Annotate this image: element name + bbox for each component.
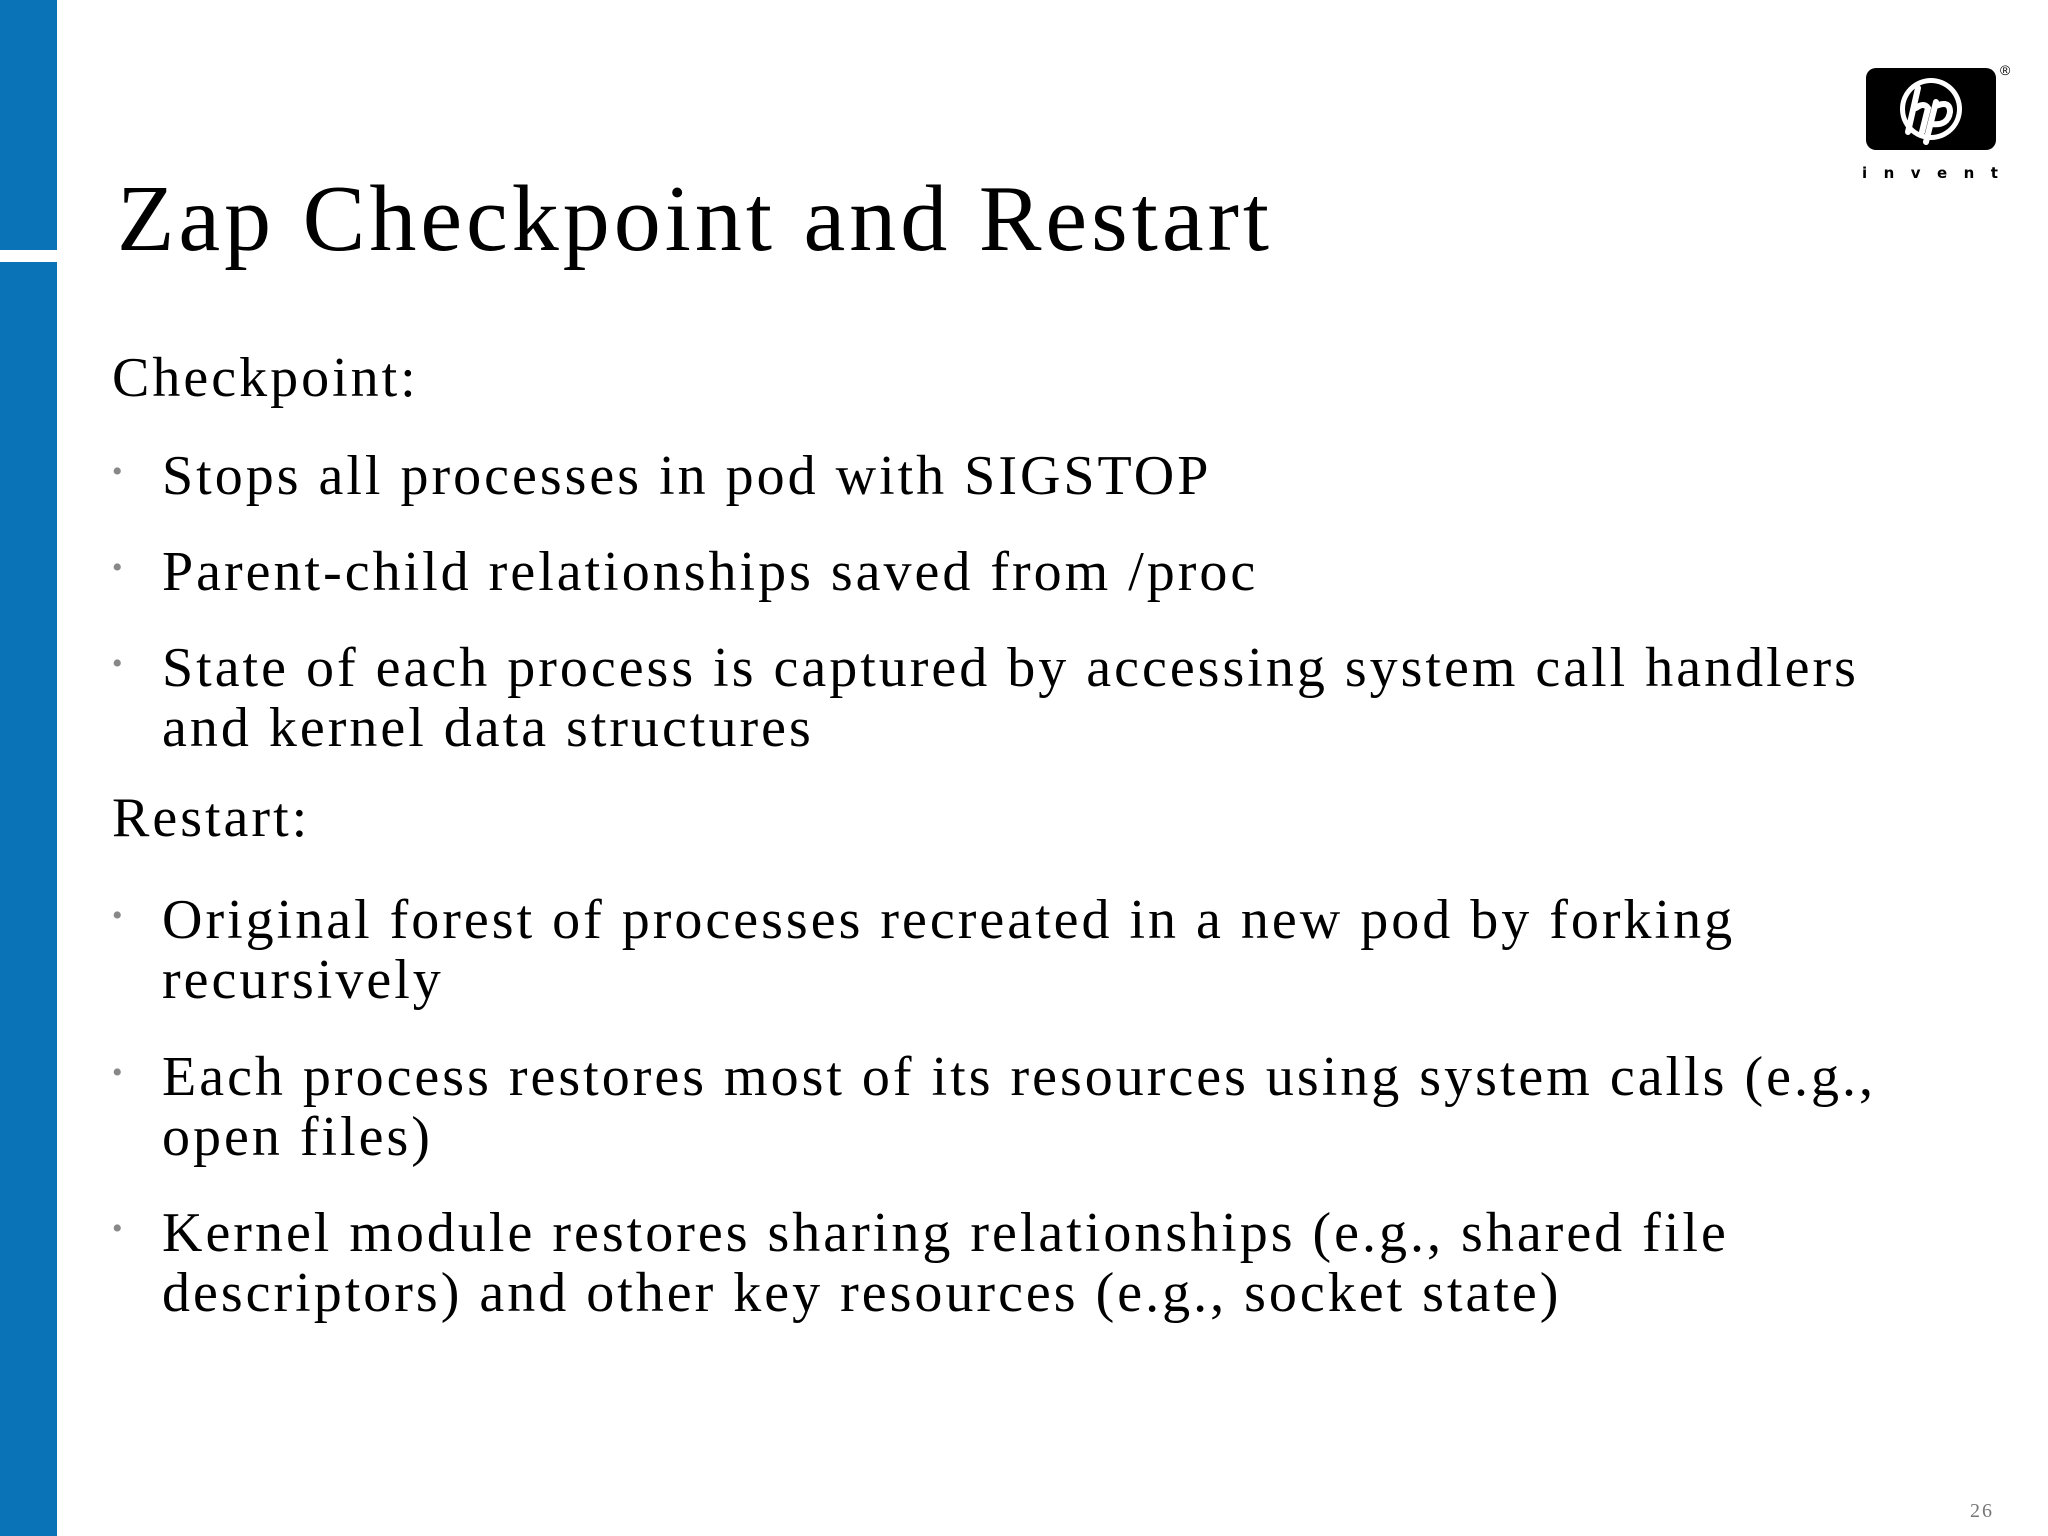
accent-bar-bottom [0, 262, 57, 1536]
bullet-text: State of each process is captured by accessing system call handlers and kernel data structures [162, 637, 1859, 759]
tagline-letter: i [1862, 164, 1868, 182]
bullet-dot-icon: • [112, 1212, 126, 1245]
bullet-text: Stops all processes in pod with SIGSTOP [162, 445, 1212, 507]
bullet-item [112, 542, 1942, 602]
tagline-letter: v [1910, 164, 1921, 182]
bullet-text: Kernel module restores sharing relationships (e.g., shared file descriptors) and other key resources (e.g., socket state) [162, 1202, 1729, 1324]
page-number: 26 [1970, 1500, 1994, 1522]
bullet-item [112, 890, 1942, 1010]
bullet-text: Original forest of processes recreated in a new pod by forking recursively [162, 889, 1736, 1011]
bullet-dot-icon: • [112, 455, 126, 488]
hp-logo-box [1866, 68, 1996, 150]
bullet-item [112, 1203, 1942, 1323]
tagline-letter: t [1990, 164, 1998, 182]
section-heading-restart: Restart: [112, 787, 311, 849]
tagline-letter: n [1883, 164, 1895, 182]
bullet-item [112, 446, 1942, 506]
bullet-item [112, 1047, 1942, 1167]
section-heading-checkpoint: Checkpoint: [112, 347, 419, 409]
bullet-dot-icon: • [112, 551, 126, 584]
hp-logo [1860, 62, 2010, 192]
bullet-dot-icon: • [112, 647, 126, 680]
tagline-letter: n [1963, 164, 1975, 182]
bullet-dot-icon: • [112, 1056, 126, 1089]
accent-bar-top [0, 0, 57, 250]
tagline-letter: e [1936, 164, 1948, 182]
bullet-item [112, 638, 1942, 758]
registered-mark: ® [2000, 62, 2011, 78]
bullet-dot-icon: • [112, 899, 126, 932]
logo-tagline [1862, 164, 1998, 182]
hp-logo-mark-icon [1866, 68, 1996, 150]
bullet-text: Each process restores most of its resources using system calls (e.g., open files) [162, 1046, 1876, 1168]
slide-title: Zap Checkpoint and Restart [117, 167, 1273, 271]
bullet-text: Parent-child relationships saved from /proc [162, 541, 1259, 603]
